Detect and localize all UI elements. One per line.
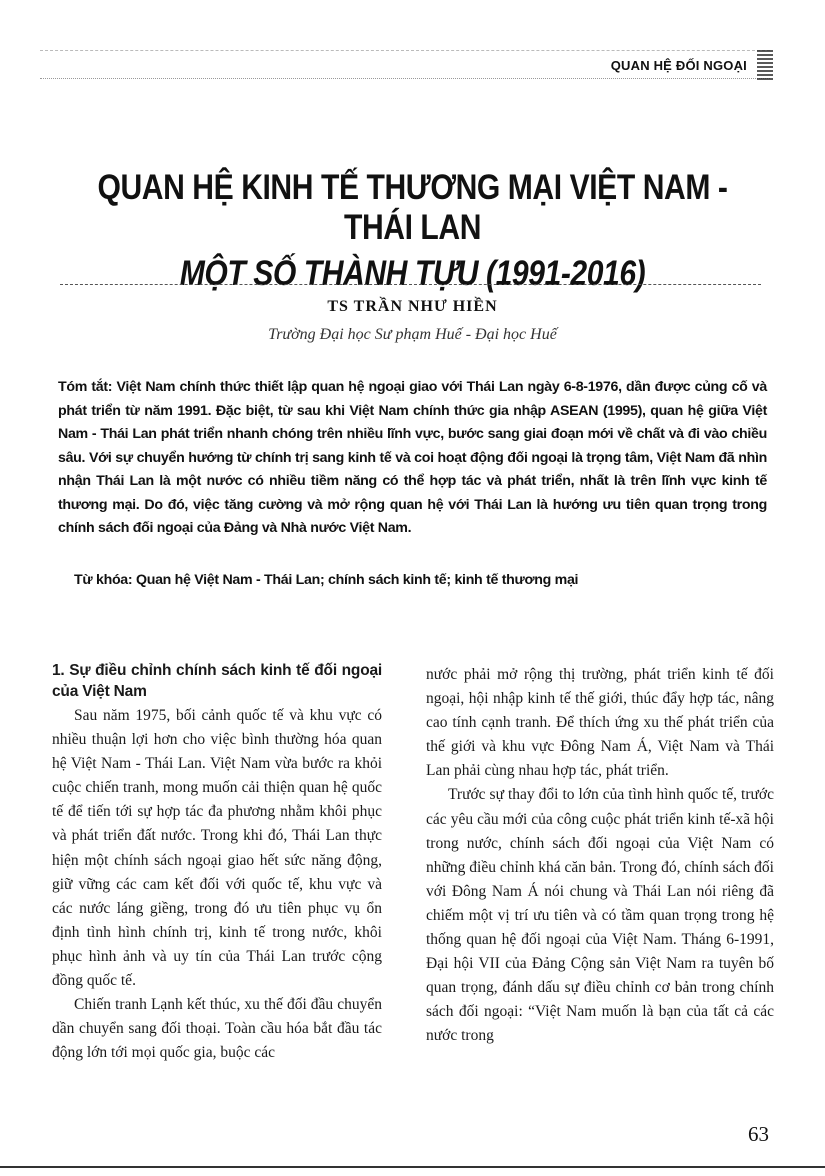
title-line-2: MỘT SỐ THÀNH TỰU (1991-2016) <box>179 254 646 293</box>
author-affiliation: Trường Đại học Sư phạm Huế - Đại học Huế <box>268 326 557 343</box>
paragraph: Trước sự thay đổi to lớn của tình hình quốc tế, trước các yêu cầu mới của công cuộc phát triển kinh tế-xã hội trong nước, chính sách đối ngoại của Việt Nam có những điều chỉnh khá căn bản. Trong đó, chính sách đối với Đông Nam Á nói chung và Thái Lan nói riêng đã chiếm một vị trí ưu tiên và có tầm quan trọng trong hệ thống quan hệ đối ngoại của Việt Nam. Tháng 6-1991, Đại hội VII của Đảng Cộng sản Việt Nam ra tuyên bố quan trọng, đánh dấu sự điều chỉnh cơ bản trong chính sách đối ngoại: “Việt Nam muốn là bạn của tất cả các nước trong <box>426 786 774 1045</box>
article-title <box>40 168 785 294</box>
paragraph: nước phải mở rộng thị trường, phát triển kinh tế đối ngoại, hội nhập kinh tế thế giới, thúc đẩy hợp tác, nâng cao tính cạnh tranh. Để thích ứng xu thế phát triển của thế giới và khu vực Đông Nam Á, Việt Nam và Thái Lan phải cùng nhau hợp tác, phát triển. <box>426 666 774 780</box>
abstract: Tóm tắt: Việt Nam chính thức thiết lập quan hệ ngoại giao với Thái Lan ngày 6-8-1976, dần được củng cố và phát triển từ năm 1991. Đặc biệt, từ sau khi Việt Nam chính thức gia nhập ASEAN (1995), quan hệ giữa Việt Nam - Thái Lan phát triển nhanh chóng trên nhiều lĩnh vực, bước sang giai đoạn mới về chất và đi vào chiều sâu. Với sự chuyển hướng từ chính trị sang kinh tế và coi hoạt động đối ngoại là trọng tâm, Việt Nam đã nhìn nhận Thái Lan là một nước có nhiều tiềm năng có thể hợp tác và phát triển, nhất là trên lĩnh vực kinh tế thương mại. Do đó, việc tăng cường và mở rộng quan hệ với Thái Lan là hướng ưu tiên quan trọng trong chính sách đối ngoại của Đảng và Nhà nước Việt Nam. <box>58 379 767 536</box>
section-label: QUAN HỆ ĐỐI NGOẠI <box>610 58 747 73</box>
page-number: 63 <box>748 1122 769 1146</box>
paragraph: Chiến tranh Lạnh kết thúc, xu thế đối đầu chuyển dần chuyển sang đối thoại. Toàn cầu hóa bắt đầu tác động lớn tới mọi quốc gia, buộc các <box>52 996 382 1062</box>
title-divider <box>60 284 761 285</box>
section-heading: 1. Sự điều chỉnh chính sách kinh tế đối ngoại của Việt Nam <box>52 662 382 700</box>
title-line-1: QUAN HỆ KINH TẾ THƯƠNG MẠI VIỆT NAM - THÁI LAN <box>97 168 728 247</box>
keywords: Từ khóa: Quan hệ Việt Nam - Thái Lan; chính sách kinh tế; kinh tế thương mại <box>74 572 579 588</box>
bottom-rule <box>0 1166 825 1168</box>
body-column-right <box>426 663 774 1049</box>
header-rule-lower <box>40 78 770 79</box>
paragraph: Sau năm 1975, bối cảnh quốc tế và khu vực có nhiều thuận lợi hơn cho việc bình thường hóa quan hệ Việt Nam - Thái Lan. Việt Nam vừa bước ra khỏi cuộc chiến tranh, mong muốn cải thiện quan hệ quốc tế để tiến tới sự hợp tác đa phương nhằm khôi phục và phát triển đất nước. Trong khi đó, Thái Lan thực hiện một chính sách ngoại giao hết sức năng động, giữ vững các cam kết đối với quốc tế, khu vực và các nước láng giềng, trong đó ưu tiên phục vụ ổn định tình hình chính trị, kinh tế trong nước, khôi phục hình ảnh và uy tín của Thái Lan trước cộng đồng quốc tế. <box>52 707 382 990</box>
header-rule <box>40 50 770 51</box>
corner-mark <box>757 50 773 80</box>
author-name: TS TRẦN NHƯ HIỀN <box>327 298 498 315</box>
body-column-left <box>52 660 382 1065</box>
